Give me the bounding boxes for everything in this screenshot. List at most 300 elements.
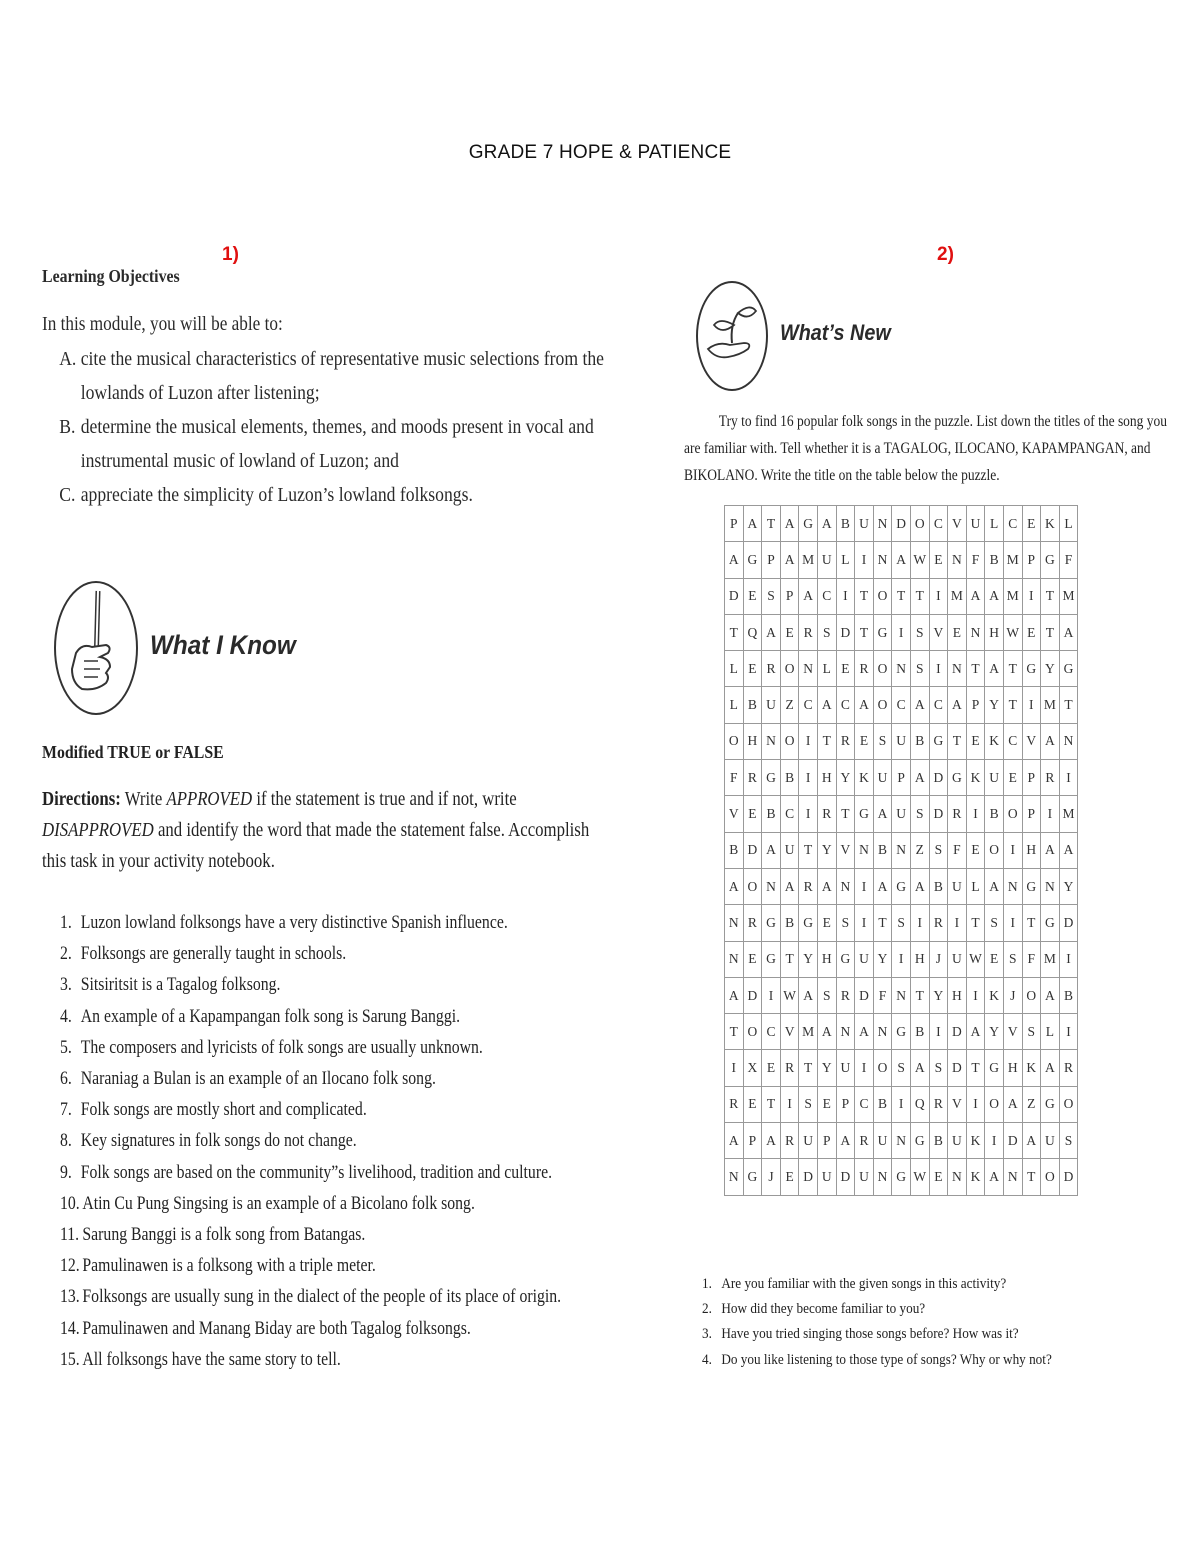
grid-cell: E: [985, 941, 1004, 977]
question-item: [702, 1322, 1052, 1347]
grid-row: [725, 796, 1078, 832]
grid-cell: I: [1041, 796, 1060, 832]
grid-cell: A: [1022, 1123, 1041, 1159]
grid-cell: Q: [743, 614, 762, 650]
grid-cell: C: [780, 796, 799, 832]
grid-row: [725, 1086, 1078, 1122]
grid-cell: E: [1022, 614, 1041, 650]
grid-cell: T: [762, 1086, 781, 1122]
grid-cell: U: [1041, 1123, 1060, 1159]
grid-cell: A: [817, 868, 836, 904]
grid-cell: I: [929, 578, 948, 614]
grid-cell: Y: [1041, 651, 1060, 687]
grid-cell: S: [985, 905, 1004, 941]
grid-cell: F: [725, 760, 744, 796]
grid-cell: G: [985, 1050, 1004, 1086]
grid-cell: U: [892, 723, 911, 759]
grid-cell: P: [780, 578, 799, 614]
statement-number: 2.: [60, 943, 72, 965]
grid-cell: I: [855, 542, 874, 578]
grid-cell: T: [817, 723, 836, 759]
grid-cell: G: [873, 614, 892, 650]
grid-cell: S: [1022, 1014, 1041, 1050]
grid-cell: I: [910, 905, 929, 941]
grid-cell: N: [873, 542, 892, 578]
statement-item: [60, 1250, 561, 1281]
objectives-list: [42, 342, 622, 512]
grid-cell: S: [892, 905, 911, 941]
grid-cell: D: [799, 1159, 818, 1195]
grid-cell: O: [910, 506, 929, 542]
directions-part-2: if the statement is true and if not, write: [252, 789, 517, 810]
grid-cell: J: [1003, 977, 1022, 1013]
grid-cell: D: [892, 506, 911, 542]
grid-cell: C: [892, 687, 911, 723]
grid-cell: H: [1003, 1050, 1022, 1086]
grid-cell: G: [762, 905, 781, 941]
statement-item: [60, 907, 561, 938]
grid-cell: A: [780, 542, 799, 578]
grid-cell: A: [855, 687, 874, 723]
grid-cell: B: [910, 723, 929, 759]
grid-row: [725, 542, 1078, 578]
grid-cell: N: [873, 1159, 892, 1195]
grid-cell: P: [966, 687, 985, 723]
grid-cell: T: [1059, 687, 1078, 723]
grid-cell: W: [780, 977, 799, 1013]
grid-cell: I: [1003, 832, 1022, 868]
grid-cell: E: [743, 796, 762, 832]
grid-cell: I: [1059, 760, 1078, 796]
grid-cell: S: [799, 1086, 818, 1122]
statement-item: [60, 969, 561, 1000]
grid-cell: B: [873, 1086, 892, 1122]
objective-text: appreciate the simplicity of Luzon’s lowland folksongs.: [80, 484, 473, 506]
grid-cell: R: [855, 1123, 874, 1159]
grid-cell: A: [910, 760, 929, 796]
grid-cell: T: [855, 614, 874, 650]
grid-cell: A: [780, 506, 799, 542]
grid-cell: K: [1041, 506, 1060, 542]
grid-cell: V: [1022, 723, 1041, 759]
grid-cell: A: [725, 868, 744, 904]
grid-cell: Z: [1022, 1086, 1041, 1122]
grid-cell: N: [855, 832, 874, 868]
grid-cell: O: [780, 723, 799, 759]
statement-text: An example of a Kapampangan folk song is Sarung Banggi.: [80, 1005, 461, 1027]
grid-cell: D: [855, 977, 874, 1013]
grid-cell: E: [743, 651, 762, 687]
grid-cell: K: [1022, 1050, 1041, 1086]
grid-cell: T: [836, 796, 855, 832]
grid-cell: T: [1022, 1159, 1041, 1195]
grid-cell: A: [966, 578, 985, 614]
grid-cell: I: [1003, 905, 1022, 941]
grid-row: [725, 1159, 1078, 1195]
grid-cell: T: [910, 578, 929, 614]
grid-cell: U: [780, 832, 799, 868]
question-number: 2.: [702, 1301, 712, 1318]
grid-row: [725, 651, 1078, 687]
grid-cell: A: [910, 868, 929, 904]
grid-cell: G: [892, 868, 911, 904]
grid-cell: L: [985, 506, 1004, 542]
grid-row: [725, 1014, 1078, 1050]
grid-cell: U: [873, 760, 892, 796]
grid-cell: M: [1041, 687, 1060, 723]
grid-cell: N: [836, 1014, 855, 1050]
grid-cell: D: [1003, 1123, 1022, 1159]
grid-cell: E: [1003, 760, 1022, 796]
grid-cell: D: [1059, 1159, 1078, 1195]
grid-cell: S: [929, 1050, 948, 1086]
grid-cell: H: [910, 941, 929, 977]
grid-cell: R: [725, 1086, 744, 1122]
statement-text: All folksongs have the same story to tell.: [82, 1348, 341, 1370]
grid-cell: E: [836, 651, 855, 687]
grid-cell: L: [966, 868, 985, 904]
grid-cell: H: [985, 614, 1004, 650]
grid-cell: B: [985, 542, 1004, 578]
grid-cell: K: [966, 1123, 985, 1159]
grid-cell: O: [985, 832, 1004, 868]
statement-number: 1.: [60, 912, 72, 933]
grid-cell: U: [948, 868, 967, 904]
statement-text: Luzon lowland folksongs have a very distinctive Spanish influence.: [80, 912, 508, 933]
grid-cell: J: [762, 1159, 781, 1195]
grid-cell: C: [1003, 506, 1022, 542]
grid-cell: N: [892, 651, 911, 687]
grid-cell: I: [892, 1086, 911, 1122]
grid-cell: A: [1059, 614, 1078, 650]
grid-cell: G: [948, 760, 967, 796]
grid-cell: N: [892, 832, 911, 868]
grid-cell: Y: [817, 832, 836, 868]
grid-cell: E: [762, 1050, 781, 1086]
statement-number: 15.: [60, 1348, 80, 1370]
grid-cell: A: [817, 506, 836, 542]
grid-cell: T: [1003, 687, 1022, 723]
grid-row: [725, 905, 1078, 941]
grid-cell: I: [799, 723, 818, 759]
objective-item: [42, 342, 648, 410]
grid-cell: R: [799, 868, 818, 904]
grid-cell: R: [780, 1123, 799, 1159]
grid-cell: E: [948, 614, 967, 650]
word-search-grid: [724, 505, 1078, 1196]
grid-cell: M: [799, 1014, 818, 1050]
grid-cell: I: [762, 977, 781, 1013]
grid-cell: G: [743, 1159, 762, 1195]
grid-cell: K: [985, 977, 1004, 1013]
grid-cell: N: [948, 651, 967, 687]
question-text: Do you like listening to those type of songs? Why or why not?: [721, 1351, 1052, 1368]
grid-row: [725, 1050, 1078, 1086]
grid-row: [725, 760, 1078, 796]
grid-cell: T: [910, 977, 929, 1013]
grid-cell: A: [725, 977, 744, 1013]
grid-cell: U: [892, 796, 911, 832]
grid-cell: F: [1059, 542, 1078, 578]
objective-text: cite the musical characteristics of representative music selections from the lowlands of Luzon after listening;: [80, 348, 605, 404]
grid-cell: I: [780, 1086, 799, 1122]
statement-number: 12.: [60, 1255, 80, 1277]
grid-cell: Q: [910, 1086, 929, 1122]
grid-cell: P: [1022, 542, 1041, 578]
grid-cell: O: [780, 651, 799, 687]
grid-cell: Y: [1059, 868, 1078, 904]
grid-cell: D: [929, 796, 948, 832]
grid-cell: F: [873, 977, 892, 1013]
grid-cell: S: [910, 614, 929, 650]
question-number: 3.: [702, 1326, 712, 1343]
grid-cell: S: [1059, 1123, 1078, 1159]
grid-cell: I: [1059, 941, 1078, 977]
grid-cell: C: [762, 1014, 781, 1050]
grid-cell: B: [743, 687, 762, 723]
grid-cell: M: [1003, 542, 1022, 578]
grid-cell: L: [817, 651, 836, 687]
grid-cell: A: [799, 977, 818, 1013]
grid-cell: O: [873, 578, 892, 614]
statement-number: 14.: [60, 1317, 80, 1339]
grid-cell: S: [762, 578, 781, 614]
grid-cell: A: [985, 651, 1004, 687]
grid-cell: U: [966, 506, 985, 542]
grid-cell: G: [799, 905, 818, 941]
grid-cell: Y: [985, 1014, 1004, 1050]
grid-cell: P: [743, 1123, 762, 1159]
grid-cell: S: [910, 651, 929, 687]
grid-cell: O: [985, 1086, 1004, 1122]
objective-letter: A.: [59, 348, 77, 370]
grid-cell: C: [799, 687, 818, 723]
objective-item: [42, 478, 648, 512]
grid-cell: N: [725, 1159, 744, 1195]
grid-cell: U: [948, 1123, 967, 1159]
grid-cell: O: [873, 687, 892, 723]
grid-cell: A: [1041, 1050, 1060, 1086]
grid-cell: R: [743, 760, 762, 796]
grid-cell: I: [855, 1050, 874, 1086]
grid-cell: V: [780, 1014, 799, 1050]
grid-cell: G: [1041, 905, 1060, 941]
grid-cell: O: [873, 651, 892, 687]
directions-label: Directions:: [42, 789, 121, 810]
grid-cell: G: [1041, 542, 1060, 578]
statement-text: Pamulinawen is a folksong with a triple meter.: [82, 1255, 376, 1277]
statement-item: [60, 1063, 561, 1094]
question-item: [702, 1297, 1052, 1322]
statement-number: 3.: [60, 974, 72, 996]
grid-cell: R: [929, 1086, 948, 1122]
grid-cell: U: [799, 1123, 818, 1159]
grid-cell: T: [725, 614, 744, 650]
grid-cell: Y: [873, 941, 892, 977]
question-item: [702, 1272, 1052, 1297]
grid-cell: N: [948, 542, 967, 578]
grid-cell: U: [855, 941, 874, 977]
grid-cell: E: [817, 905, 836, 941]
grid-cell: A: [985, 1159, 1004, 1195]
grid-cell: W: [966, 941, 985, 977]
grid-cell: T: [762, 506, 781, 542]
grid-cell: D: [948, 1050, 967, 1086]
grid-cell: G: [1022, 651, 1041, 687]
statement-number: 10.: [60, 1192, 80, 1214]
grid-cell: T: [966, 905, 985, 941]
grid-cell: E: [743, 578, 762, 614]
grid-cell: N: [892, 977, 911, 1013]
grid-row: [725, 614, 1078, 650]
grid-cell: G: [910, 1123, 929, 1159]
grid-cell: I: [966, 796, 985, 832]
grid-cell: A: [799, 578, 818, 614]
grid-cell: G: [929, 723, 948, 759]
grid-cell: N: [762, 723, 781, 759]
grid-cell: W: [910, 1159, 929, 1195]
whats-new-heading: What’s New: [780, 320, 891, 345]
grid-row: [725, 941, 1078, 977]
statement-text: Sitsiritsit is a Tagalog folksong.: [80, 974, 281, 996]
grid-cell: B: [762, 796, 781, 832]
question-number: 4.: [702, 1351, 712, 1368]
grid-cell: T: [892, 578, 911, 614]
grid-cell: O: [1041, 1159, 1060, 1195]
grid-cell: I: [1059, 1014, 1078, 1050]
grid-cell: V: [725, 796, 744, 832]
question-item: [702, 1348, 1052, 1373]
statement-number: 9.: [60, 1161, 72, 1183]
statement-text: Key signatures in folk songs do not change.: [80, 1130, 357, 1152]
grid-cell: Y: [836, 760, 855, 796]
grid-cell: P: [836, 1086, 855, 1122]
grid-cell: M: [799, 542, 818, 578]
grid-cell: A: [855, 1014, 874, 1050]
grid-cell: A: [1041, 832, 1060, 868]
grid-cell: K: [855, 760, 874, 796]
grid-cell: A: [1041, 723, 1060, 759]
grid-cell: T: [1041, 578, 1060, 614]
grid-cell: B: [929, 868, 948, 904]
grid-cell: E: [817, 1086, 836, 1122]
grid-cell: B: [725, 832, 744, 868]
grid-cell: P: [1022, 760, 1041, 796]
grid-cell: U: [855, 1159, 874, 1195]
grid-cell: O: [1022, 977, 1041, 1013]
grid-cell: V: [929, 614, 948, 650]
grid-cell: A: [725, 542, 744, 578]
grid-cell: C: [855, 1086, 874, 1122]
grid-cell: G: [1041, 1086, 1060, 1122]
grid-cell: R: [929, 905, 948, 941]
grid-cell: W: [910, 542, 929, 578]
grid-cell: G: [855, 796, 874, 832]
grid-cell: L: [1059, 506, 1078, 542]
grid-cell: S: [1003, 941, 1022, 977]
grid-cell: A: [762, 614, 781, 650]
grid-cell: G: [1059, 651, 1078, 687]
grid-cell: A: [873, 868, 892, 904]
grid-cell: U: [762, 687, 781, 723]
grid-cell: T: [873, 905, 892, 941]
grid-cell: L: [725, 687, 744, 723]
statement-item: [60, 938, 561, 969]
grid-cell: I: [799, 796, 818, 832]
statement-number: 4.: [60, 1005, 72, 1027]
grid-cell: E: [855, 723, 874, 759]
statement-text: Folk songs are based on the community”s livelihood, tradition and culture.: [80, 1161, 553, 1183]
grid-cell: H: [817, 760, 836, 796]
grid-row: [725, 977, 1078, 1013]
grid-cell: N: [948, 1159, 967, 1195]
grid-cell: G: [892, 1159, 911, 1195]
grid-cell: N: [725, 905, 744, 941]
grid-cell: A: [985, 868, 1004, 904]
grid-cell: P: [762, 542, 781, 578]
grid-cell: R: [1041, 760, 1060, 796]
grid-row: [725, 723, 1078, 759]
grid-cell: A: [762, 1123, 781, 1159]
modified-true-false-heading: Modified TRUE or FALSE: [42, 742, 224, 762]
grid-cell: E: [1022, 506, 1041, 542]
grid-cell: H: [817, 941, 836, 977]
grid-cell: E: [966, 832, 985, 868]
grid-cell: R: [836, 977, 855, 1013]
grid-cell: B: [929, 1123, 948, 1159]
grid-cell: A: [1059, 832, 1078, 868]
grid-cell: N: [762, 868, 781, 904]
grid-cell: P: [725, 506, 744, 542]
directions-part-1: Write: [124, 789, 167, 810]
statement-text: Sarung Banggi is a folk song from Batangas.: [82, 1224, 366, 1246]
grid-cell: E: [780, 1159, 799, 1195]
learning-objectives: [42, 266, 622, 512]
statement-text: Atin Cu Pung Singsing is an example of a Bicolano folk song.: [82, 1192, 475, 1214]
grid-cell: T: [799, 1050, 818, 1086]
grid-cell: U: [873, 1123, 892, 1159]
whats-new-intro: [684, 408, 1171, 489]
grid-cell: G: [743, 542, 762, 578]
grid-cell: G: [762, 760, 781, 796]
hand-holding-plant-icon: [696, 281, 768, 391]
grid-cell: V: [948, 1086, 967, 1122]
grid-cell: A: [1003, 1086, 1022, 1122]
grid-cell: A: [873, 796, 892, 832]
grid-cell: I: [929, 1014, 948, 1050]
grid-cell: G: [762, 941, 781, 977]
grid-cell: G: [1022, 868, 1041, 904]
grid-cell: X: [743, 1050, 762, 1086]
grid-cell: E: [929, 1159, 948, 1195]
grid-cell: U: [855, 506, 874, 542]
grid-cell: E: [929, 542, 948, 578]
grid-cell: K: [966, 760, 985, 796]
grid-cell: P: [892, 760, 911, 796]
section-marker-left: 1): [222, 244, 239, 265]
grid-cell: F: [948, 832, 967, 868]
statement-text: Folksongs are usually sung in the dialect of the people of its place of origin.: [82, 1286, 562, 1308]
disapproved-word: DISAPPROVED: [42, 820, 154, 841]
grid-cell: A: [948, 687, 967, 723]
grid-cell: S: [817, 977, 836, 1013]
objective-letter: C.: [59, 484, 76, 506]
grid-cell: O: [743, 868, 762, 904]
statement-number: 7.: [60, 1099, 72, 1121]
section-marker-right: 2): [937, 244, 954, 265]
grid-cell: D: [743, 832, 762, 868]
grid-cell: I: [855, 905, 874, 941]
